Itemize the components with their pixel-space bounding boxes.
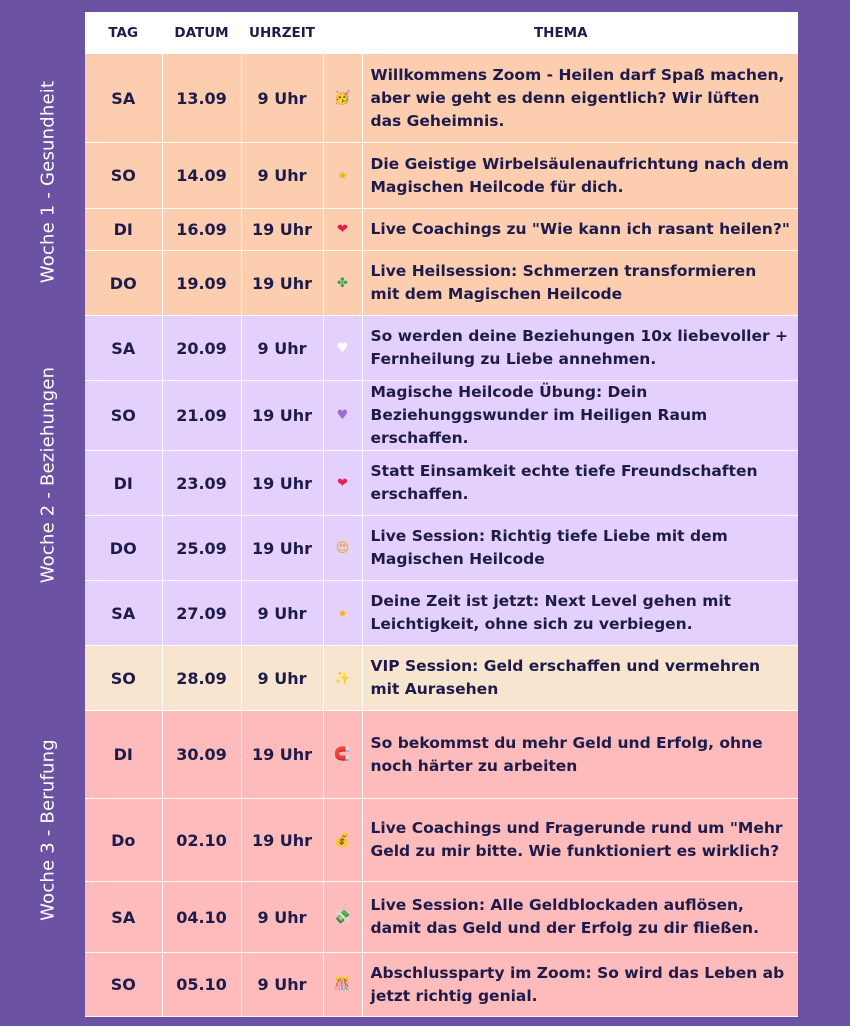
table-row [85,711,798,799]
week-1-label: Woche 1 - Gesundheit [37,80,59,284]
time-cell: 9 Uhr [241,953,323,1017]
day-cell: SO [85,143,162,209]
topic-cell: So bekommst du mehr Geld und Erfolg, ohne noch härter zu arbeiten [362,711,798,799]
topic-cell: So werden deine Beziehungen 10x liebevoller + Fernheilung zu Liebe annehmen. [362,316,798,381]
column-header-tag: TAG [85,12,162,54]
topic-cell: Live Session: Richtig tiefe Liebe mit dem Magischen Heilcode [362,516,798,581]
time-cell: 19 Uhr [241,711,323,799]
day-cell: SA [85,882,162,953]
money-wings-icon: 💸 [334,909,351,925]
heart-eyes-icon: 😍 [335,540,350,556]
day-cell: DI [85,451,162,516]
clover-icon: ✤ [337,275,348,291]
day-cell: DO [85,516,162,581]
day-cell: Do [85,799,162,882]
date-cell: 21.09 [162,381,241,451]
mending-heart-icon: ❤ [337,222,348,237]
table-row [85,209,798,251]
table-row [85,581,798,646]
column-header-datum: DATUM [162,12,241,54]
topic-cell: Live Coachings zu "Wie kann ich rasant heilen?" [362,209,798,251]
time-cell: 19 Uhr [241,451,323,516]
header-row [85,12,798,54]
date-cell: 14.09 [162,143,241,209]
day-cell: SO [85,646,162,711]
table-row [85,251,798,316]
time-cell: 9 Uhr [241,581,323,646]
time-cell: 9 Uhr [241,646,323,711]
date-cell: 05.10 [162,953,241,1017]
sparkling-heart-icon: ❤ [337,475,348,491]
day-cell: SO [85,953,162,1017]
date-cell: 13.09 [162,54,241,143]
day-cell: SA [85,54,162,143]
time-cell: 9 Uhr [241,316,323,381]
topic-cell: Die Geistige Wirbelsäulenaufrichtung nach dem Magischen Heilcode für dich. [362,143,798,209]
topic-cell: Live Heilsession: Schmerzen transformieren mit dem Magischen Heilcode [362,251,798,316]
date-cell: 23.09 [162,451,241,516]
star-icon: ★ [337,606,348,620]
star-icon: ★ [337,169,348,182]
date-cell: 28.09 [162,646,241,711]
party-face-icon: 🥳 [334,90,351,106]
date-cell: 16.09 [162,209,241,251]
day-cell: SA [85,316,162,381]
magnet-icon: 🧲 [334,747,351,762]
white-heart-icon: ♥ [336,340,349,356]
topic-cell: Live Coachings und Fragerunde rund um "Mehr Geld zu mir bitte. Wie funktioniert es wirklich? [362,799,798,882]
date-cell: 25.09 [162,516,241,581]
time-cell: 9 Uhr [241,882,323,953]
table-row [85,516,798,581]
week-3-label: Woche 3 - Berufung [37,739,59,921]
confetti-ball-icon: 🎊 [334,977,351,992]
table-row [85,143,798,209]
day-cell: SO [85,381,162,451]
day-cell: SA [85,581,162,646]
topic-cell: VIP Session: Geld erschaffen und vermehren mit Aurasehen [362,646,798,711]
topic-cell: Magische Heilcode Übung: Dein Beziehunggswunder im Heiligen Raum erschaffen. [362,381,798,451]
date-cell: 30.09 [162,711,241,799]
time-cell: 19 Uhr [241,251,323,316]
table-row [85,799,798,882]
topic-cell: Deine Zeit ist jetzt: Next Level gehen mit Leichtigkeit, ohne sich zu verbiegen. [362,581,798,646]
time-cell: 19 Uhr [241,799,323,882]
column-header-thema: THEMA [323,12,798,54]
date-cell: 04.10 [162,882,241,953]
table-row [85,54,798,143]
time-cell: 19 Uhr [241,209,323,251]
topic-cell: Statt Einsamkeit echte tiefe Freundschaften erschaffen. [362,451,798,516]
day-cell: DI [85,711,162,799]
date-cell: 20.09 [162,316,241,381]
time-cell: 19 Uhr [241,381,323,451]
table-row [85,316,798,381]
topic-cell: Live Session: Alle Geldblockaden auflösen, damit das Geld und der Erfolg zu dir fließen. [362,882,798,953]
money-bag-icon: 💰 [334,832,351,848]
date-cell: 02.10 [162,799,241,882]
table-row [85,882,798,953]
date-cell: 19.09 [162,251,241,316]
schedule-table [85,12,798,1017]
topic-cell: Willkommens Zoom - Heilen darf Spaß machen, aber wie geht es denn eigentlich? Wir lüften das Geheimnis. [362,54,798,143]
table-row [85,646,798,711]
table-row [85,381,798,451]
topic-cell: Abschlussparty im Zoom: So wird das Leben ab jetzt richtig genial. [362,953,798,1017]
time-cell: 19 Uhr [241,516,323,581]
day-cell: DI [85,209,162,251]
week-2-label: Woche 2 - Beziehungen [37,366,59,584]
day-cell: DO [85,251,162,316]
purple-heart-icon: ♥ [336,408,349,423]
table-row [85,953,798,1017]
column-header-uhrzeit: UHRZEIT [241,12,323,54]
sparkles-icon: ✨ [334,670,351,686]
time-cell: 9 Uhr [241,143,323,209]
date-cell: 27.09 [162,581,241,646]
time-cell: 9 Uhr [241,54,323,143]
table-row [85,451,798,516]
